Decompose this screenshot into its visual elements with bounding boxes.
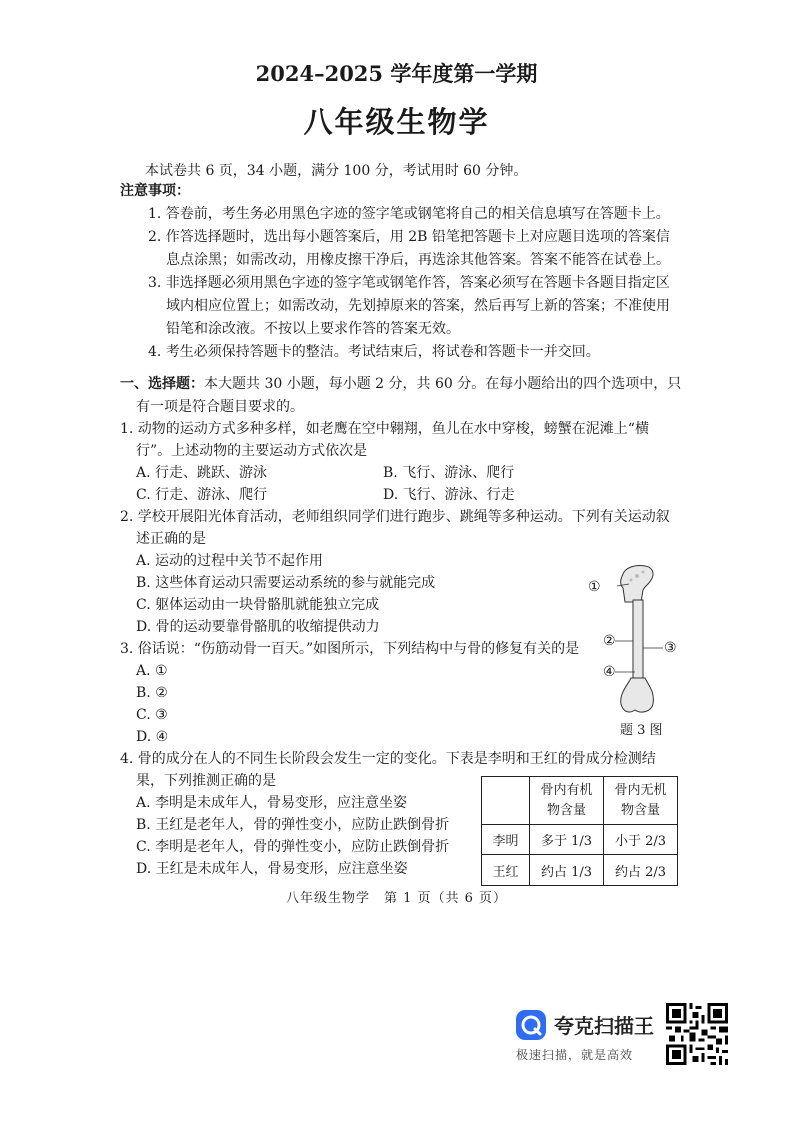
q2-option-c: C. 躯体运动由一块骨骼肌就能独立完成 — [136, 597, 380, 613]
q4-option-b: B. 王红是老年人，骨的弹性变小，应防止跌倒骨折 — [136, 817, 450, 833]
q1-option-a: A. 行走、跳跃、游泳 — [136, 465, 268, 481]
q2-option-d: D. 骨的运动要靠骨骼肌的收缩提供动力 — [136, 619, 380, 635]
notice-line-2: 2. 作答选择题时，选出每小题答案后，用 2B 铅笔把答题卡上对应题目选项的答案信 — [148, 229, 670, 245]
notice-line-1: 1. 答卷前，考生务必用黑色字迹的签字笔或钢笔将自己的相关信息填写在答题卡上。 — [148, 206, 670, 222]
qr-code-icon — [665, 1003, 729, 1065]
q4-option-a: A. 李明是未成年人，骨易变形，应注意坐姿 — [136, 795, 408, 811]
figure-caption: 题 3 图 — [620, 723, 663, 738]
notice-line-7: 4. 考生必须保持答题卡的整洁。考试结束后，将试卷和答题卡一并交回。 — [148, 344, 600, 360]
q4-stem-2: 果，下列推测正确的是 — [136, 773, 276, 789]
q1-stem-2: 行”。上述动物的主要运动方式依次是 — [136, 443, 368, 459]
table-row — [482, 855, 678, 886]
q1-option-d: D. 飞行、游泳、行走 — [383, 487, 515, 503]
page-footer: 八年级生物学 第 1 页（共 6 页） — [285, 891, 508, 906]
q1-option-b: B. 飞行、游泳、爬行 — [383, 465, 515, 481]
notice-line-3: 息点涂黑；如需改动，用橡皮擦干净后，再选涂其他答案。答案不能答在试卷上。 — [166, 252, 670, 268]
q4-option-c: C. 李明是老年人，骨的弹性变小，应防止跌倒骨折 — [136, 839, 450, 855]
table-cell-organic: 约占 1/3 — [530, 855, 604, 886]
table-corner-cell — [482, 777, 530, 825]
notice-heading: 注意事项： — [120, 183, 190, 199]
exam-intro: 本试卷共 6 页，34 小题，满分 100 分，考试用时 60 分钟。 — [145, 163, 528, 179]
table-cell-name: 李明 — [482, 825, 530, 855]
exam-subject-title: 八年级生物学 — [303, 105, 490, 139]
notice-line-4: 3. 非选择题必须用黑色字迹的签字笔或钢笔作答，答案必须写在答题卡各题目指定区 — [148, 275, 670, 291]
q3-stem: 3. 俗话说：“伤筋动骨一百天。”如图所示，下列结构中与骨的修复有关的是 — [120, 641, 580, 657]
q2-option-b: B. 这些体育运动只需要运动系统的参与就能完成 — [136, 575, 436, 591]
table-header-row — [482, 777, 678, 825]
section-text-2: 有一项是符合题目要求的。 — [136, 399, 304, 415]
table-header-inorganic: 骨内无机 物含量 — [604, 777, 678, 825]
bone-composition-table — [481, 776, 678, 886]
q2-stem-1: 2. 学校开展阳光体育活动，老师组织同学们进行跑步、跳绳等多种运动。下列有关运动叙 — [120, 509, 670, 525]
scanner-slogan: 极速扫描，就是高效 — [516, 1048, 634, 1062]
table-cell-inorganic: 约占 2/3 — [604, 855, 678, 886]
q3-option-d: D. ④ — [136, 729, 169, 745]
scanner-brand: 夸克扫描王 — [554, 1014, 654, 1038]
q4-option-d: D. 王红是未成年人，骨易变形，应注意坐姿 — [136, 861, 408, 877]
table-cell-inorganic: 小于 2/3 — [604, 825, 678, 855]
q1-stem-1: 1. 动物的运动方式多种多样，如老鹰在空中翱翔，鱼儿在水中穿梭，螃蟹在泥滩上“横 — [120, 421, 649, 437]
table-cell-name: 王红 — [482, 855, 530, 886]
q4-stem-1: 4. 骨的成分在人的不同生长阶段会发生一定的变化。下表是李明和王红的骨成分检测结 — [120, 751, 656, 767]
section-text-1: 本大题共 30 小题，每小题 2 分，共 60 分。在每小题给出的四个选项中，只 — [204, 376, 682, 392]
q2-stem-2: 述正确的是 — [136, 531, 206, 547]
table-header-organic: 骨内有机 物含量 — [530, 777, 604, 825]
q2-option-a: A. 运动的过程中关节不起作用 — [136, 553, 324, 569]
bone-label-1: ① — [588, 579, 601, 595]
section-heading — [120, 374, 681, 394]
section-lead: 一、选择题： — [120, 376, 204, 392]
bone-label-3: ③ — [664, 640, 677, 656]
table-cell-organic: 多于 1/3 — [530, 825, 604, 855]
q3-option-a: A. ① — [136, 663, 168, 679]
exam-term: 2024–2025 学年度第一学期 — [255, 61, 538, 86]
q3-option-b: B. ② — [136, 685, 168, 701]
q1-option-c: C. 行走、游泳、爬行 — [136, 487, 268, 503]
bone-label-2: ② — [603, 633, 616, 649]
table-row — [482, 825, 678, 855]
bone-label-4: ④ — [603, 664, 616, 680]
notice-line-5: 域内相应位置上；如需改动，先划掉原来的答案，然后再写上新的答案；不准使用 — [166, 298, 670, 314]
notice-line-6: 铅笔和涂改液。不按以上要求作答的答案无效。 — [166, 321, 460, 337]
scanner-watermark — [514, 1002, 659, 1066]
scanner-logo-icon — [514, 1008, 548, 1042]
q3-option-c: C. ③ — [136, 707, 168, 723]
